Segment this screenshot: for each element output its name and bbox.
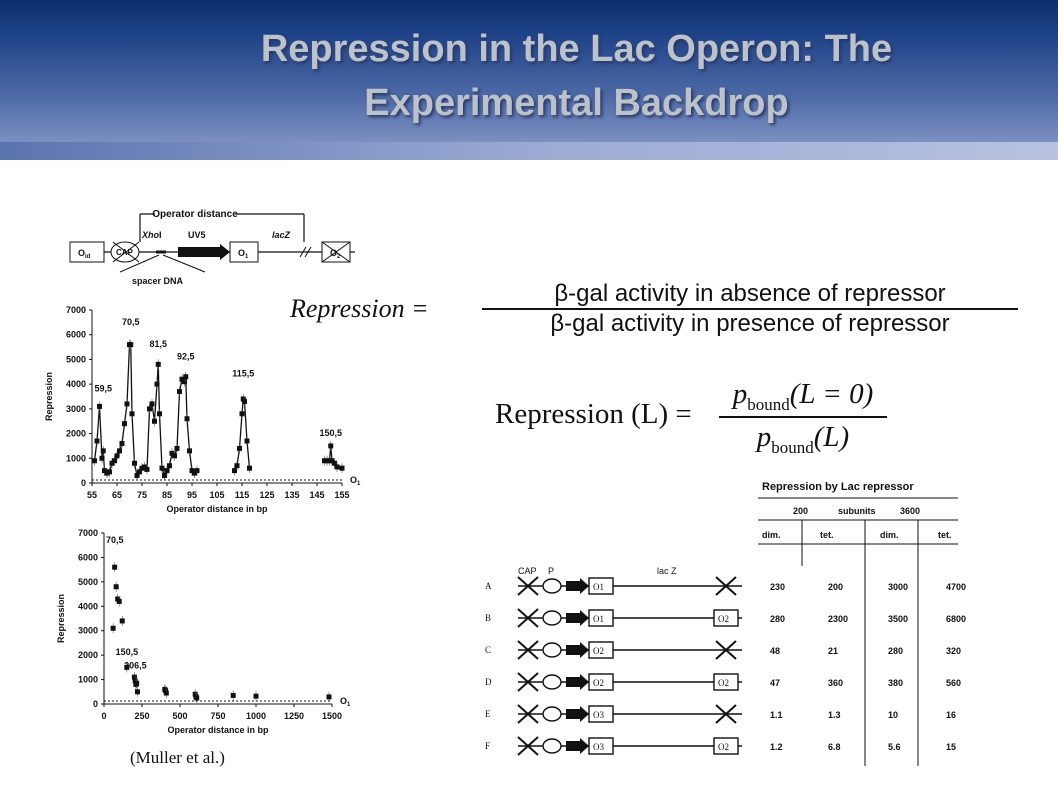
table-col-header: tet.: [938, 530, 952, 540]
cap-site-icon: [543, 643, 561, 657]
x-tick-label: 85: [161, 490, 173, 500]
y-tick-label: 1000: [77, 674, 98, 685]
table-cell: 1.1: [770, 710, 783, 720]
data-point: [194, 695, 199, 700]
data-point: [177, 389, 182, 394]
y-tick-label: 4000: [77, 601, 98, 612]
y-tick-label: 2000: [65, 428, 86, 439]
y-tick-label: 6000: [77, 552, 98, 563]
table-cell: 320: [946, 646, 962, 656]
data-point: [182, 379, 187, 384]
cap-site-icon: [543, 739, 561, 753]
table-group-subunits: subunits: [838, 506, 876, 516]
data-point: [172, 453, 177, 458]
cap-site-icon: [543, 611, 561, 625]
peak-label: 206,5: [124, 660, 147, 671]
data-point: [254, 694, 259, 699]
data-point: [134, 681, 139, 686]
operator-distance-label: Operator distance: [152, 209, 238, 220]
citation: (Muller et al.): [130, 748, 225, 767]
data-point: [335, 464, 340, 469]
peak-label: 92,5: [176, 351, 195, 362]
y-tick-label: 0: [92, 699, 98, 709]
data-point: [115, 453, 120, 458]
y-tick-label: 5000: [77, 576, 98, 587]
table-cell: 21: [828, 646, 839, 656]
table-cell: 560: [946, 678, 962, 688]
y-axis-label: Repression: [44, 371, 54, 422]
x-tick-label: 95: [186, 490, 198, 500]
data-point: [156, 362, 161, 367]
x-tick-label: 250: [134, 711, 150, 721]
operator1-label: O3: [593, 742, 604, 752]
table-row: [485, 577, 966, 595]
table-col-header: dim.: [762, 530, 781, 540]
data-point: [97, 404, 102, 409]
table-cell: 15: [946, 742, 957, 752]
equation2-fraction: [719, 378, 887, 458]
table-diagram-cap: CAP: [518, 566, 537, 576]
data-point: [132, 461, 137, 466]
cap-site-icon: [543, 675, 561, 689]
operator2-label: O2: [718, 678, 729, 688]
data-point: [128, 342, 133, 347]
equation2-numerator: $p_{bound}(L = 0)$: [732, 378, 874, 414]
x-tick-label: 135: [284, 490, 300, 500]
equation1-lhs: Repression =: [290, 294, 429, 323]
y-tick-label: 0: [80, 478, 86, 488]
promoter-arrow-icon: [566, 578, 589, 594]
table-cell: 6.8: [828, 742, 841, 752]
data-point: [107, 469, 112, 474]
data-point: [245, 438, 250, 443]
o-id-label: $O_{id}$: [78, 248, 91, 260]
table-cell: 280: [888, 646, 904, 656]
fraction-bar: [719, 416, 887, 418]
y-tick-label: 1000: [65, 453, 86, 464]
table-cell: 360: [828, 678, 844, 688]
data-point: [95, 438, 100, 443]
equation2-denominator: $p_{bound}(L)$: [756, 420, 850, 457]
data-point: [130, 411, 135, 416]
peak-label: 70,5: [121, 316, 140, 327]
table-diagram-lacz: lac Z: [657, 566, 677, 576]
data-point: [111, 626, 116, 631]
data-point: [195, 468, 200, 473]
data-point: [145, 467, 150, 472]
x-tick-label: 0: [101, 711, 107, 721]
table-cell: 5.6: [888, 742, 901, 752]
y-tick-label: 4000: [65, 379, 86, 390]
data-point: [326, 694, 331, 699]
data-point: [125, 401, 130, 406]
data-point: [157, 411, 162, 416]
promoter-arrow-icon: [566, 642, 589, 658]
operator-construct-schematic: [60, 200, 370, 290]
equation1-fraction: [482, 280, 1018, 338]
peak-label: 81,5: [149, 339, 168, 350]
promoter-arrow-icon: [566, 610, 589, 626]
operator2-label: O2: [718, 614, 729, 624]
data-point: [155, 382, 160, 387]
data-point: [112, 458, 117, 463]
data-point: [187, 448, 192, 453]
o2-label: $O_2$: [330, 248, 341, 260]
table-cell: 380: [888, 678, 904, 688]
data-point: [340, 466, 345, 471]
x-tick-label: 55: [86, 490, 98, 500]
data-point: [152, 419, 157, 424]
data-point: [122, 421, 127, 426]
data-point: [237, 446, 242, 451]
data-point: [117, 448, 122, 453]
lacz-label: lacZ: [272, 230, 291, 240]
table-cell: 280: [770, 614, 786, 624]
y-tick-label: 2000: [77, 650, 98, 661]
data-point: [175, 446, 180, 451]
cap-site-icon: [543, 707, 561, 721]
slide-title-line2: Experimental Backdrop: [364, 82, 789, 124]
repression-vs-distance-chart-long: [44, 525, 364, 750]
peak-label: 150,5: [115, 647, 139, 658]
equation1-denominator: β-gal activity in presence of repressor: [550, 310, 950, 337]
table-cell: 4700: [946, 582, 967, 592]
table-col-header: dim.: [880, 530, 899, 540]
table-cell: 47: [770, 678, 781, 688]
promoter-arrow-icon: [566, 706, 589, 722]
peak-label: 115,5: [232, 368, 255, 379]
y-axis-label: Repression: [56, 593, 66, 644]
peak-label: 59,5: [94, 383, 113, 394]
x-tick-label: 75: [136, 490, 148, 500]
repression-table: [480, 476, 970, 776]
table-row: [485, 705, 956, 723]
data-point: [247, 466, 252, 471]
table-group-3600: 3600: [900, 506, 921, 516]
equation1-numerator: β-gal activity in absence of repressor: [554, 280, 946, 307]
xho-site-label: XhoI: [142, 230, 162, 240]
repression-definition-equation: [290, 280, 1025, 340]
data-point: [183, 374, 188, 379]
x-tick-label: 105: [209, 490, 225, 500]
table-cell: 10: [888, 710, 899, 720]
operator1-label: O2: [593, 646, 604, 656]
y-tick-label: 7000: [65, 305, 86, 315]
data-point: [120, 441, 125, 446]
operator1-label: O2: [593, 678, 604, 688]
o1-label: $O_1$: [238, 248, 249, 260]
row-label: C: [485, 645, 492, 655]
data-point: [117, 599, 122, 604]
data-point: [120, 618, 125, 623]
data-point: [162, 473, 167, 478]
table-row: [485, 737, 956, 755]
row-label: E: [485, 709, 491, 719]
x-tick-label: 500: [172, 711, 188, 721]
x-tick-label: 1250: [283, 711, 305, 721]
data-point: [112, 565, 117, 570]
table-cell: 3500: [888, 614, 909, 624]
x-tick-label: 125: [259, 490, 275, 500]
x-tick-label: 65: [111, 490, 123, 500]
data-point: [160, 466, 165, 471]
y-tick-label: 3000: [77, 625, 98, 636]
table-cell: 1.3: [828, 710, 841, 720]
cap-site-label: CAP: [116, 248, 133, 257]
table-cell: 3000: [888, 582, 909, 592]
x-tick-label: 1000: [245, 711, 267, 721]
x-tick-label: 750: [210, 711, 226, 721]
spacer-dna-label: spacer DNA: [132, 276, 184, 286]
table-title: Repression by Lac repressor: [762, 481, 914, 493]
data-point: [167, 463, 172, 468]
table-cell: 230: [770, 582, 786, 592]
table-group-200: 200: [793, 506, 809, 516]
data-point: [164, 691, 169, 696]
data-point: [165, 468, 170, 473]
x-tick-label: 145: [309, 490, 325, 500]
cap-site-icon: [543, 579, 561, 593]
o1-baseline-label: $O_1$: [350, 475, 361, 487]
equation2-lhs: Repression (L) =: [495, 398, 692, 430]
peak-label: 150,5: [319, 428, 343, 439]
data-point: [232, 468, 237, 473]
operator1-label: O1: [593, 614, 604, 624]
row-label: F: [485, 741, 491, 751]
operator2-label: O2: [718, 742, 729, 752]
y-tick-label: 5000: [65, 354, 86, 365]
repression-probability-equation: [495, 378, 895, 468]
peak-label: 70,5: [105, 534, 124, 545]
table-cell: 48: [770, 646, 781, 656]
series-line: [95, 345, 198, 476]
data-point: [100, 456, 105, 461]
row-label: B: [485, 613, 492, 623]
x-tick-label: 115: [234, 490, 250, 500]
slide-title: [0, 22, 1058, 130]
data-point: [235, 463, 240, 468]
table-cell: 2300: [828, 614, 849, 624]
operator1-label: O1: [593, 582, 604, 592]
y-tick-label: 7000: [77, 528, 98, 538]
x-tick-label: 155: [334, 490, 350, 500]
promoter-arrow-icon: [566, 738, 589, 754]
data-point: [231, 693, 236, 698]
x-axis-label: Operator distance in bp: [166, 504, 268, 514]
table-row: [485, 609, 966, 627]
promoter-arrow-icon: [566, 674, 589, 690]
o1-baseline-label: $O_1$: [340, 696, 351, 708]
data-point: [114, 584, 119, 589]
row-label: A: [485, 581, 492, 591]
table-row: [485, 673, 961, 691]
data-point: [328, 443, 333, 448]
data-point: [185, 416, 190, 421]
operator1-label: O3: [593, 710, 604, 720]
slide-title-line1: Repression in the Lac Operon: The: [260, 28, 893, 70]
table-cell: 1.2: [770, 742, 783, 752]
data-point: [150, 401, 155, 406]
table-row: [485, 641, 961, 659]
x-axis-label: Operator distance in bp: [167, 725, 269, 735]
table-cell: 200: [828, 582, 844, 592]
table-cell: 6800: [946, 614, 967, 624]
table-cell: 16: [946, 710, 957, 720]
row-label: D: [485, 677, 492, 687]
uv5-promoter-label: UV5: [188, 230, 206, 240]
x-tick-label: 1500: [321, 711, 343, 721]
data-point: [240, 411, 245, 416]
data-point: [92, 458, 97, 463]
table-col-header: tet.: [820, 530, 834, 540]
data-point: [147, 406, 152, 411]
data-point: [242, 399, 247, 404]
y-tick-label: 6000: [65, 329, 86, 340]
table-diagram-p: P: [548, 566, 555, 576]
data-point: [135, 689, 140, 694]
y-tick-label: 3000: [65, 403, 86, 414]
data-point: [101, 448, 106, 453]
